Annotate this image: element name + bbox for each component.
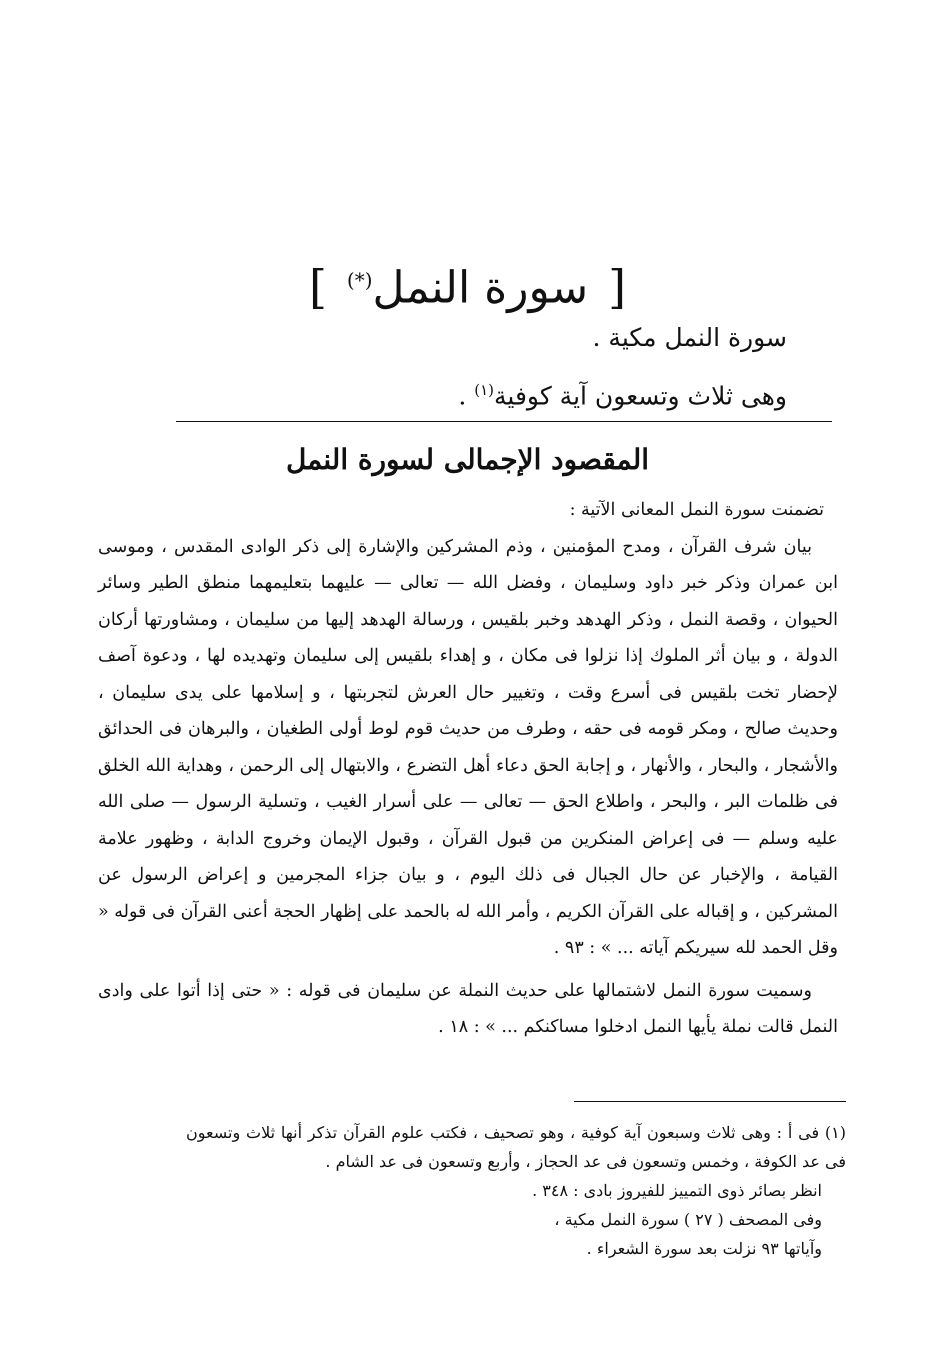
title-bracket-close: ] (308, 259, 327, 314)
verse-count-end: . (458, 381, 475, 411)
footnote-1-source: انظر بصائر ذوى التمييز للفيروز بادى : ٣٤٨ . (532, 1181, 822, 1200)
intro-line-revelation: سورة النمل مكية . (592, 323, 787, 352)
footnotes (186, 1118, 846, 1263)
body-paragraph-2: وسميت سورة النمل لاشتمالها على حديث النملة عن سليمان فى قوله : « حتى إذا أتوا على وادى النمل قالت نملة يأيها النمل ادخلوا مساكنكم ... » : ١٨ . (98, 980, 838, 1037)
footnote-divider (574, 1101, 846, 1102)
body-text (98, 492, 838, 1046)
footnote-star-line-1: وفى المصحف ( ٢٧ ) سورة النمل مكية ، (554, 1210, 822, 1229)
body-paragraph-1: بيان شرف القرآن ، ومدح المؤمنين ، وذم المشركين والإشارة إلى ذكر الوادى المقدس ، وموسى ابن عمران وذكر خبر داود وسليمان ، وفضل الله — تعالى — عليهما بتعليمهما منطق الطير وسائر الحيوان ، وقصة النمل ، وذكر الهدهد وخبر بلقيس ، ورسالة الهدهد إليها من سليمان ، ومشاورتها أركان الدولة ، و بيان أثر الملوك إذا نزلوا فى مكان ، و إهداء بلقيس إلى سليمان وتهديده لها ، ودعوة آصف لإحضار تخت بلقيس فى أسرع وقت ، وتغيير حال العرش لتجربتها ، و إسلامها على يدى سليمان ، وحديث صالح ، ومكر قومه فى حقه ، وطرف من حديث قوم لوط أولى الطغيان ، والبرهان فى الحدائق والأشجار ، والبحار ، والأنهار ، و إجابة الحق دعاء أهل التضرع ، والابتهال إلى الرحمن ، وهداية الله الخلق فى ظلمات البر ، والبحر ، واطلاع الحق — تعالى — على أسرار الغيب ، وتسلية الرسول — صلى الله عليه وسلم — فى إعراض المنكرين من قبول القرآن ، وقبول الإيمان وخروج الدابة ، وظهور علامة القيامة ، والإخبار عن حال الجبال فى ذلك اليوم ، و بيان جزاء المجرمين و إعراض الرسول عن المشركين ، و إقباله على القرآن الكريم ، وأمر الله له بالحمد على إظهار الحجة أعنى القرآن فى قوله « وقل الحمد لله سيريكم آياته ... » : ٩٣ . (98, 536, 838, 958)
surah-title-text: سورة النمل (372, 262, 589, 314)
footnote-star-line-2: وآياتها ٩٣ نزلت بعد سورة الشعراء . (586, 1239, 822, 1258)
footnote-ref-1: (١) (474, 381, 495, 399)
section-heading: المقصود الإجمالى لسورة النمل (285, 443, 650, 476)
title-footnote-mark: (*) (346, 268, 373, 292)
footnote-1: (١) فى أ : وهى ثلاث وسبعون آية كوفية ، وهو تصحيف ، فكتب علوم القرآن تذكر أنها ثلاث وتسعون فى عد الكوفة ، وخمس وتسعون فى عد الحجاز ، وأربع وتسعون فى عد الشام . (186, 1123, 846, 1171)
section-lead: تضمنت سورة النمل المعانى الآتية : (569, 500, 824, 520)
surah-title (0, 250, 935, 319)
verse-count-text: وهى ثلاث وتسعون آية كوفية (494, 381, 787, 411)
title-bracket-open: [ (608, 259, 627, 314)
header-divider (176, 421, 832, 422)
intro-line-verse-count (147, 370, 787, 416)
